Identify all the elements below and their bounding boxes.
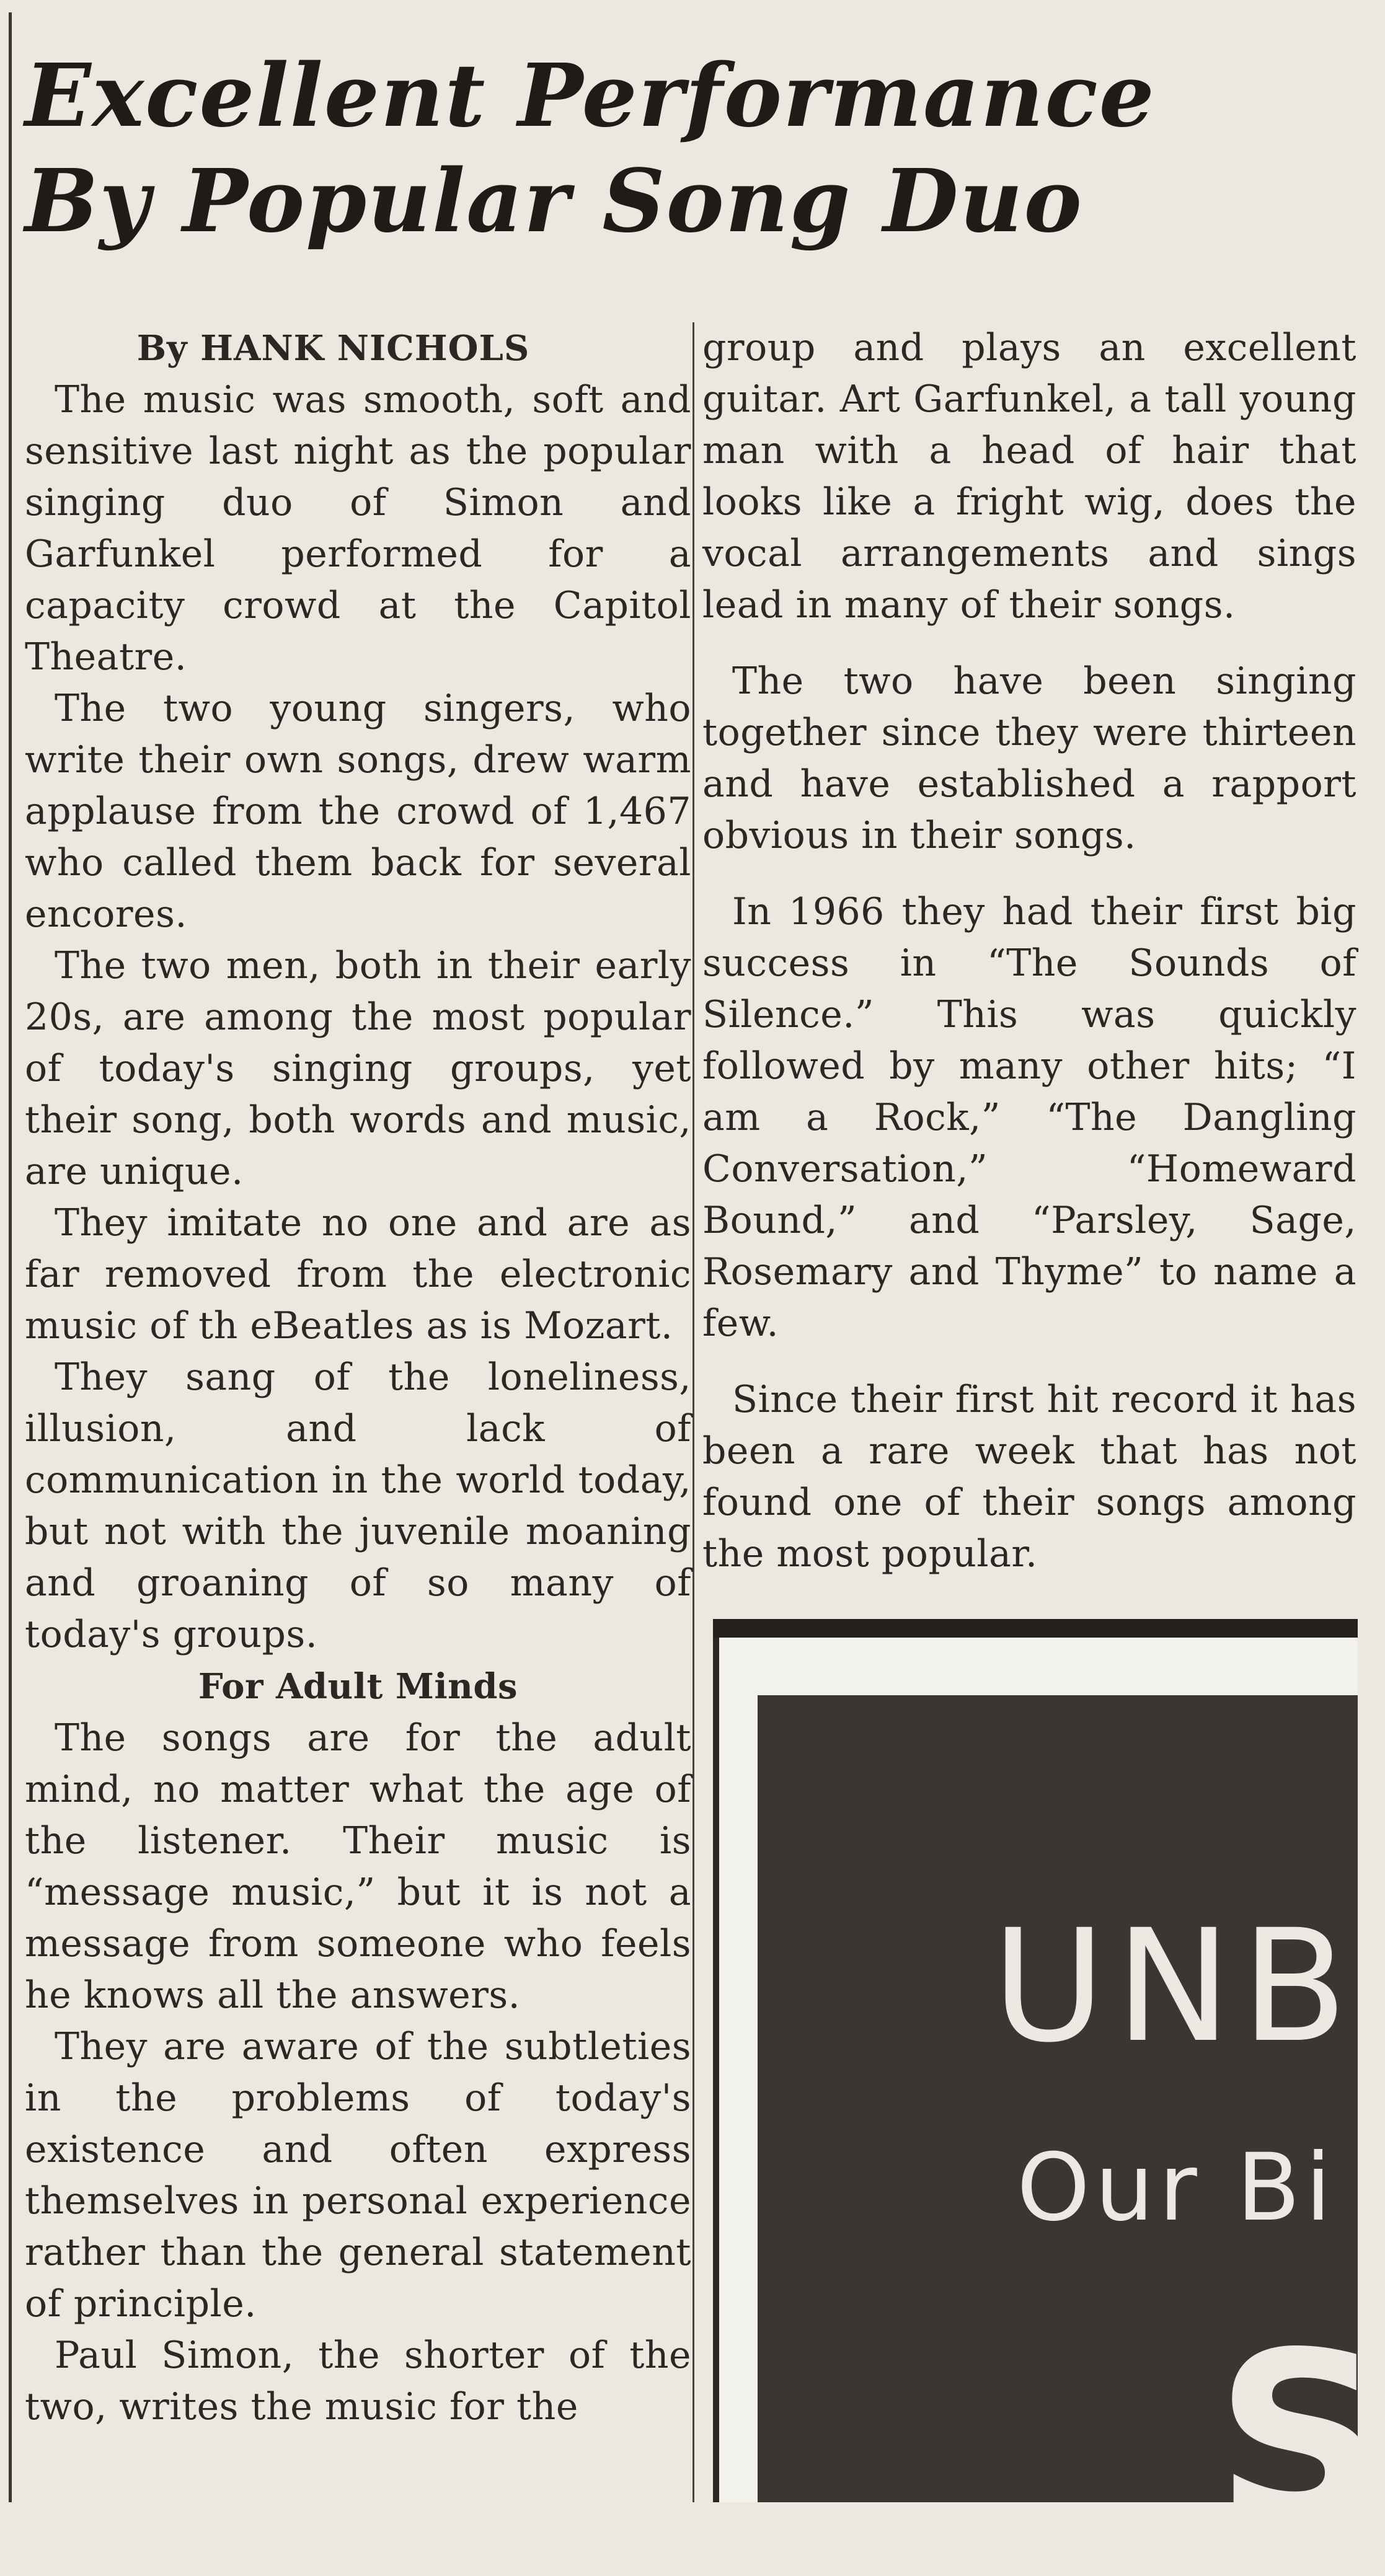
headline-line-2: By Popular Song Duo bbox=[25, 151, 1083, 252]
subheading: For Adult Minds bbox=[198, 1666, 518, 1707]
headline bbox=[25, 43, 1339, 254]
article-paragraph: Paul Simon, the shorter of the two, writes the music for the bbox=[25, 2334, 691, 2428]
article-paragraph: The two have been singing together since they were thirteen and have established a rapport obvious in their songs. bbox=[702, 659, 1356, 857]
article-paragraph: The music was smooth, soft and sensitive last night as the popular singing duo of Simon and Garfunkel performed for a capacity crowd at the Capitol Theatre. bbox=[25, 378, 691, 679]
advertisement-large-letter: S bbox=[1215, 2301, 1385, 2576]
advertisement-headline: UNB bbox=[992, 1896, 1358, 2076]
article-paragraph: group and plays an excellent guitar. Art Garfunkel, a tall young man with a head of hair that looks like a fright wig, does the vocal arrangements and sings lead in many of their songs. bbox=[702, 326, 1356, 627]
article-paragraph: Since their first hit record it has been a rare week that has not found one of their songs among the most popular. bbox=[702, 1378, 1356, 1576]
byline: By HANK NICHOLS bbox=[136, 328, 530, 369]
advertisement-top-rule bbox=[713, 1619, 1358, 1638]
article-paragraph: They sang of the loneliness, illusion, and lack of communication in the world today, but not with the juvenile moaning and groaning of so many of today's groups. bbox=[25, 1356, 691, 1656]
article-paragraph: The songs are for the adult mind, no matter what the age of the listener. Their music is “message music,” but it is not a message from someone who feels he knows all the answers. bbox=[25, 1716, 691, 2017]
article-paragraph: They are aware of the subtleties in the problems of today's existence and often express themselves in personal experience rather than the general statement of principle. bbox=[25, 2025, 691, 2326]
article-paragraph: They imitate no one and are as far removed from the electronic music of th eBeatles as is Mozart. bbox=[25, 1201, 691, 1348]
advertisement-subline: Our Bi bbox=[1017, 2134, 1337, 2242]
article-paragraph: In 1966 they had their first big success in “The Sounds of Silence.” This was quickly followed by many other hits; “I am a Rock,” “The Dangling Conversation,” “Homeward Bound,” and “Parsley, Sage, Rosemary and Thyme” to name a few. bbox=[702, 890, 1356, 1345]
article-paragraph: The two men, both in their early 20s, are among the most popular of today's singing groups, yet their song, both words and music, are unique. bbox=[25, 944, 691, 1193]
article-column-right bbox=[702, 322, 1356, 1580]
article-paragraph: The two young singers, who write their own songs, drew warm applause from the crowd of 1,467 who called them back for several encores. bbox=[25, 687, 691, 936]
column-divider-rule bbox=[692, 322, 694, 2502]
article-column-left bbox=[25, 322, 691, 2433]
left-column-rule bbox=[9, 12, 12, 2502]
headline-line-1: Excellent Performance bbox=[25, 45, 1156, 147]
